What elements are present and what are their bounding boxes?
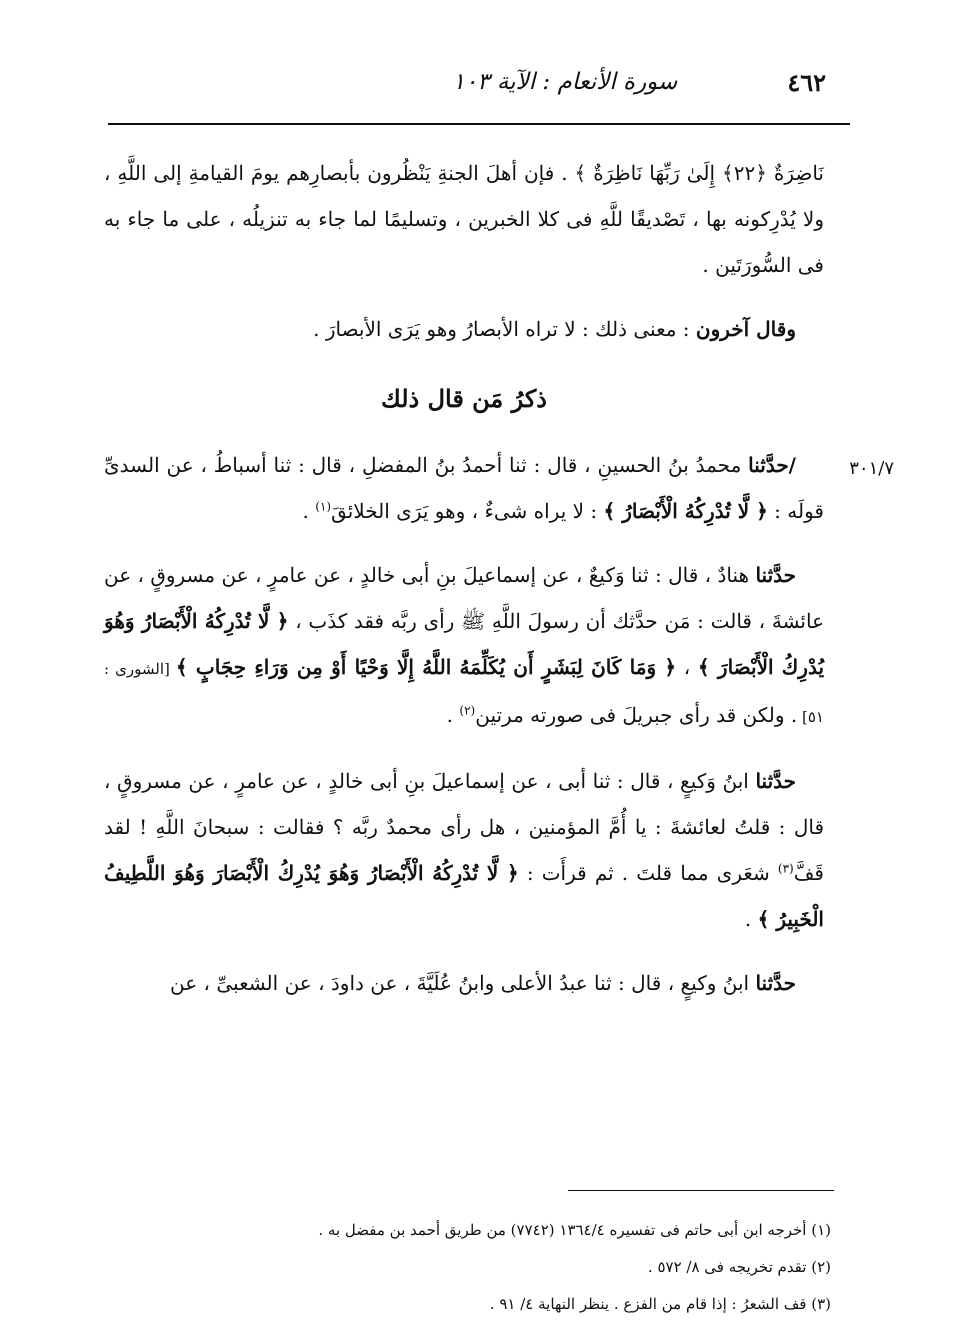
paragraph-4-quran-b: ﴿ وَمَا كَانَ لِبَشَرٍ أَن يُكَلِّمَهُ اللَّهُ إِلَّا وَحْيًا أَوْ مِن وَرَاءِ حِجَابٍ ﴾ — [175, 655, 677, 679]
footnote-3: (٣) قف الشعرُ : إذا قام من الفزع . ينظر النهاية ٤/ ٩١ . — [489, 1295, 831, 1313]
margin-reference: ٣٠١/٧ — [849, 458, 894, 479]
footnote-marker-2: (٢) — [459, 703, 476, 718]
paragraph-4-lead: حدَّثنا — [755, 563, 796, 587]
footnote-marker-3: (٣) — [777, 861, 794, 876]
section-heading: ذكرُ مَن قال ذلك — [381, 384, 547, 413]
paragraph-4-text-b: ، — [676, 655, 698, 679]
paragraph-2 — [104, 306, 824, 352]
footnotes — [111, 1212, 831, 1323]
paragraph-4-text-c: . ولكن قد رأى جبريلَ فى صورته مرتين — [475, 703, 798, 727]
paragraph-2-lead: وقال آخرون — [695, 317, 796, 341]
paragraph-5-text-b: شعَرى مما قلتَ . ثم قرأَت : — [518, 861, 778, 885]
page-number: ٤٦٢ — [787, 67, 826, 97]
paragraph-3 — [104, 442, 824, 534]
paragraph-6-text: ابنُ وكيعٍ ، قال : ثنا عبدُ الأعلى وابنُ عُلَيَّةَ ، عن داودَ ، عن الشعبىِّ ، عن — [170, 971, 756, 995]
page-header — [110, 62, 826, 102]
footnote-rule — [568, 1190, 834, 1191]
footnote-1: (١) أخرجه ابن أبى حاتم فى تفسيره ١٣٦٤/٤ (٧٧٤٢) من طريق أحمد بن مفضل به . — [318, 1221, 831, 1239]
paragraph-4 — [104, 552, 824, 740]
paragraph-4-quran-a: ﴿ لَّا تُدْرِكُهُ الْأَبْصَارُ وَهُوَ يُدْرِكُ الْأَبْصَارَ ﴾ — [104, 609, 825, 679]
header-rule — [108, 123, 850, 125]
paragraph-5-text-a: ابنُ وَكيعٍ ، قال : ثنا أبى ، عن إسماعيلَ بنِ أبى خالدٍ ، عن عامرٍ ، عن مسروقٍ ، قال : قلتُ لعائشةَ : يا أُمَّ المؤمنين ، هل رأى محمدٌ ربَّه ؟ فقالت : سبحانَ اللَّهِ ! لقد قَفَّ — [104, 769, 824, 885]
main-text — [104, 150, 824, 1024]
footnote-2: (٢) تقدم تخريجه فى ٨/ ٥٧٢ . — [647, 1258, 831, 1276]
paragraph-3-quran: ﴿ لَّا تُدْرِكُهُ الْأَبْصَارُ ﴾ — [603, 499, 768, 523]
paragraph-5 — [104, 758, 824, 942]
paragraph-2-text: : معنى ذلك : لا تراه الأبصارُ وهو يَرَى الأبصارَ . — [313, 317, 696, 341]
paragraph-6-lead: حدَّثنا — [755, 971, 796, 995]
paragraph-1: نَاضِرَةٌ ﴿٢٢﴾ إِلَىٰ رَبِّهَا نَاظِرَةٌ ﴾ . فإن أهلَ الجنةِ يَنْظُرون بأبصارِهم يومَ القيامةِ إلى اللَّهِ ، ولا يُدْرِكونه بها ، تَصْديقًا للَّهِ فى كلا الخبرين ، وتسليمًا لما جاء به تنزيلُه ، على ما جاء به فى السُّورَتَين . — [104, 161, 825, 277]
footnote-marker-1: (١) — [315, 499, 332, 514]
paragraph-3-lead: /حدَّثنا — [748, 453, 796, 477]
paragraph-3-text-b: : لا يراه شىءٌ ، وهو يَرَى الخلائقَ — [331, 499, 604, 523]
paragraph-4-end: . — [446, 703, 460, 727]
paragraph-5-quran: ﴿ لَّا تُدْرِكُهُ الْأَبْصَارُ وَهُوَ يُدْرِكُ الْأَبْصَارَ وَهُوَ اللَّطِيفُ الْخَبِيرُ ﴾ — [104, 861, 824, 931]
running-head: سورة الأنعام : الآية ١٠٣ — [452, 69, 678, 95]
paragraph-3-end: . — [302, 499, 316, 523]
paragraph-4-citation: [الشورى : ٥١] — [104, 660, 824, 726]
paragraph-6 — [104, 960, 824, 1006]
paragraph-3-text-a: محمدُ بنُ الحسينِ ، قال : ثنا أحمدُ بنُ المفضلِ ، قال : ثنا أسباطُ ، عن السدىِّ قولَه : — [104, 453, 824, 523]
paragraph-4-text-a: هنادٌ ، قال : ثنا وَكيعٌ ، عن إسماعيلَ بنِ أبى خالدٍ ، عن عامرٍ ، عن مسروقٍ ، عن عائشةَ ، قالت : مَن حدَّثك أن رسولَ اللَّهِ ﷺ رأى ربَّه فقد كذَب ، — [104, 563, 824, 633]
paragraph-5-end: . — [744, 907, 758, 931]
paragraph-5-lead: حدَّثنا — [755, 769, 796, 793]
